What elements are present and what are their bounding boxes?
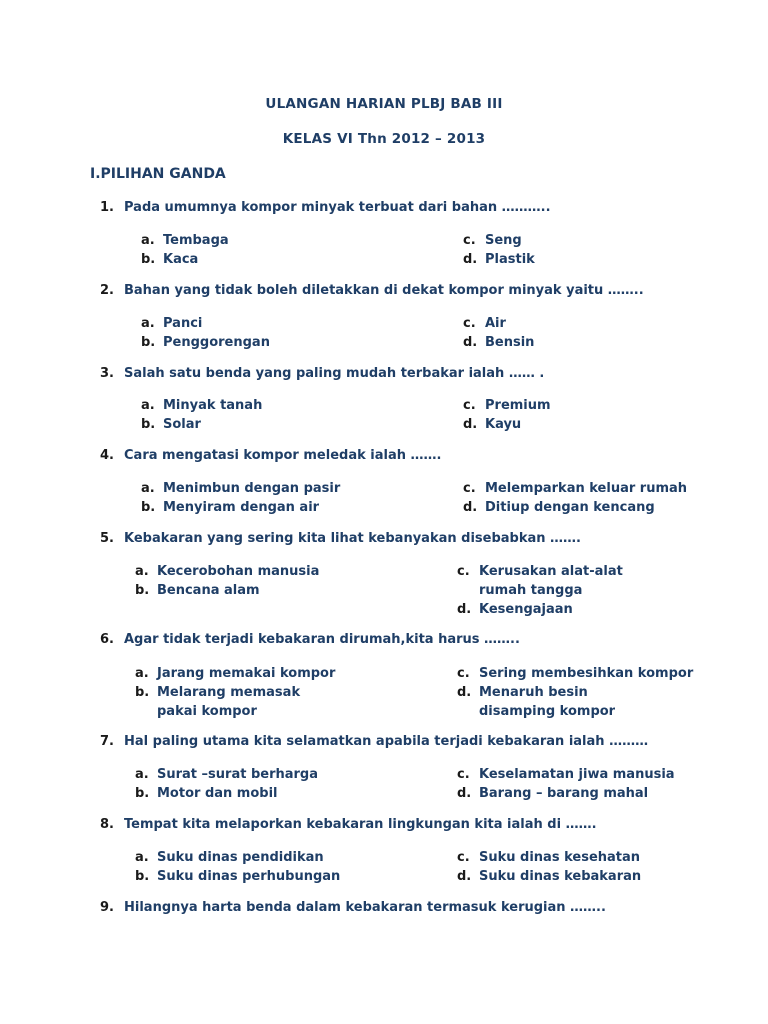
question-text: Tempat kita melaporkan kebakaran lingkungan kita ialah di ……. bbox=[124, 817, 597, 832]
option-text: Suku dinas perhubungan bbox=[157, 869, 341, 884]
option-4d bbox=[463, 498, 655, 517]
question-text: Hal paling utama kita selamatkan apabila terjadi kebakaran ialah ……… bbox=[124, 734, 649, 749]
option-text: Barang – barang mahal bbox=[479, 786, 649, 801]
option-letter: c. bbox=[463, 233, 476, 248]
question-text: Agar tidak terjadi kebakaran dirumah,kita harus …….. bbox=[124, 632, 520, 647]
option-text: Menyiram dengan air bbox=[163, 500, 320, 515]
option-3b bbox=[141, 415, 201, 434]
option-6d bbox=[457, 683, 659, 721]
option-text: Tembaga bbox=[163, 233, 229, 248]
option-letter: a. bbox=[135, 850, 149, 865]
option-2c bbox=[463, 314, 506, 333]
option-letter: c. bbox=[457, 767, 470, 782]
option-7c bbox=[457, 765, 675, 784]
question-text: Salah satu benda yang paling mudah terbakar ialah …… . bbox=[124, 366, 545, 381]
option-8a bbox=[135, 848, 324, 867]
option-6c bbox=[457, 664, 693, 683]
option-text: Kesengajaan bbox=[479, 602, 573, 617]
option-letter: c. bbox=[463, 398, 476, 413]
option-letter: a. bbox=[141, 481, 155, 496]
document-subtitle: KELAS VI Thn 2012 – 2013 bbox=[282, 131, 486, 147]
option-text: Keselamatan jiwa manusia bbox=[479, 767, 675, 782]
option-text: Suku dinas kebakaran bbox=[479, 869, 642, 884]
option-text: Penggorengan bbox=[163, 335, 270, 350]
option-text: Menaruh besin disamping kompor bbox=[479, 685, 616, 719]
question-4 bbox=[100, 448, 740, 463]
option-letter: b. bbox=[135, 583, 150, 598]
option-letter: d. bbox=[463, 417, 478, 432]
option-text: Seng bbox=[485, 233, 522, 248]
option-letter: c. bbox=[463, 316, 476, 331]
option-text: Solar bbox=[163, 417, 201, 432]
option-3d bbox=[463, 415, 521, 434]
option-letter: b. bbox=[141, 335, 156, 350]
option-letter: a. bbox=[141, 233, 155, 248]
question-1 bbox=[100, 200, 740, 215]
option-text: Kerusakan alat-alat rumah tangga bbox=[479, 564, 623, 598]
option-text: Motor dan mobil bbox=[157, 786, 278, 801]
option-letter: b. bbox=[135, 786, 150, 801]
option-2a bbox=[141, 314, 202, 333]
option-text: Sering membesihkan kompor bbox=[479, 666, 694, 681]
question-3 bbox=[100, 366, 740, 381]
option-letter: a. bbox=[141, 316, 155, 331]
option-letter: b. bbox=[141, 252, 156, 267]
option-letter: d. bbox=[457, 602, 472, 617]
option-8d bbox=[457, 867, 641, 886]
option-5a bbox=[135, 562, 319, 581]
option-7b bbox=[135, 784, 278, 803]
option-1b bbox=[141, 250, 198, 269]
question-text: Cara mengatasi kompor meledak ialah ……. bbox=[124, 448, 442, 463]
option-text: Kecerobohan manusia bbox=[157, 564, 320, 579]
option-3a bbox=[141, 396, 262, 415]
question-2 bbox=[100, 283, 740, 298]
question-number: 3. bbox=[100, 366, 114, 381]
option-letter: a. bbox=[135, 767, 149, 782]
option-1d bbox=[463, 250, 535, 269]
option-8b bbox=[135, 867, 340, 886]
option-text: Bencana alam bbox=[157, 583, 260, 598]
question-number: 7. bbox=[100, 734, 114, 749]
option-1a bbox=[141, 231, 229, 250]
option-letter: d. bbox=[457, 786, 472, 801]
option-2b bbox=[141, 333, 270, 352]
question-8 bbox=[100, 817, 740, 832]
option-5b bbox=[135, 581, 260, 600]
option-5c bbox=[457, 562, 664, 600]
question-6 bbox=[100, 632, 740, 647]
question-number: 2. bbox=[100, 283, 114, 298]
option-4a bbox=[141, 479, 340, 498]
option-text: Suku dinas pendidikan bbox=[157, 850, 324, 865]
option-text: Surat –surat berharga bbox=[157, 767, 319, 782]
question-text: Hilangnya harta benda dalam kebakaran termasuk kerugian …….. bbox=[124, 900, 606, 915]
question-9 bbox=[100, 900, 740, 915]
question-5 bbox=[100, 531, 740, 546]
question-number: 4. bbox=[100, 448, 114, 463]
option-text: Melemparkan keluar rumah bbox=[485, 481, 688, 496]
option-text: Kaca bbox=[163, 252, 199, 267]
option-text: Menimbun dengan pasir bbox=[163, 481, 341, 496]
option-letter: d. bbox=[463, 252, 478, 267]
option-5d bbox=[457, 600, 573, 619]
option-text: Melarang memasak pakai kompor bbox=[157, 685, 301, 719]
option-text: Air bbox=[485, 316, 506, 331]
option-letter: a. bbox=[141, 398, 155, 413]
option-text: Kayu bbox=[485, 417, 522, 432]
option-text: Jarang memakai kompor bbox=[157, 666, 336, 681]
option-text: Premium bbox=[485, 398, 551, 413]
option-letter: d. bbox=[463, 500, 478, 515]
option-letter: c. bbox=[457, 850, 470, 865]
question-text: Bahan yang tidak boleh diletakkan di dekat kompor minyak yaitu …….. bbox=[124, 283, 644, 298]
option-letter: a. bbox=[135, 666, 149, 681]
option-letter: c. bbox=[463, 481, 476, 496]
option-6a bbox=[135, 664, 335, 683]
option-text: Panci bbox=[163, 316, 203, 331]
option-text: Plastik bbox=[485, 252, 535, 267]
question-text: Kebakaran yang sering kita lihat kebanyakan disebabkan ……. bbox=[124, 531, 581, 546]
question-7 bbox=[100, 734, 740, 749]
option-letter: b. bbox=[135, 685, 150, 700]
question-number: 6. bbox=[100, 632, 114, 647]
option-8c bbox=[457, 848, 640, 867]
option-2d bbox=[463, 333, 534, 352]
option-letter: d. bbox=[463, 335, 478, 350]
option-letter: b. bbox=[141, 417, 156, 432]
question-number: 9. bbox=[100, 900, 114, 915]
option-7d bbox=[457, 784, 648, 803]
question-number: 1. bbox=[100, 200, 114, 215]
question-text: Pada umumnya kompor minyak terbuat dari bahan ……….. bbox=[124, 200, 551, 215]
option-letter: d. bbox=[457, 869, 472, 884]
option-text: Bensin bbox=[485, 335, 535, 350]
document-title: ULANGAN HARIAN PLBJ BAB III bbox=[265, 96, 503, 112]
option-6b bbox=[135, 683, 332, 721]
option-letter: b. bbox=[141, 500, 156, 515]
question-number: 8. bbox=[100, 817, 114, 832]
option-text: Suku dinas kesehatan bbox=[479, 850, 641, 865]
option-letter: c. bbox=[457, 666, 470, 681]
option-1c bbox=[463, 231, 522, 250]
option-4b bbox=[141, 498, 319, 517]
option-letter: c. bbox=[457, 564, 470, 579]
option-letter: b. bbox=[135, 869, 150, 884]
option-text: Minyak tanah bbox=[163, 398, 263, 413]
option-7a bbox=[135, 765, 318, 784]
option-3c bbox=[463, 396, 551, 415]
option-text: Ditiup dengan kencang bbox=[485, 500, 655, 515]
question-number: 5. bbox=[100, 531, 114, 546]
option-letter: a. bbox=[135, 564, 149, 579]
section-heading: I.PILIHAN GANDA bbox=[90, 166, 226, 182]
option-4c bbox=[463, 479, 687, 498]
option-letter: d. bbox=[457, 685, 472, 700]
